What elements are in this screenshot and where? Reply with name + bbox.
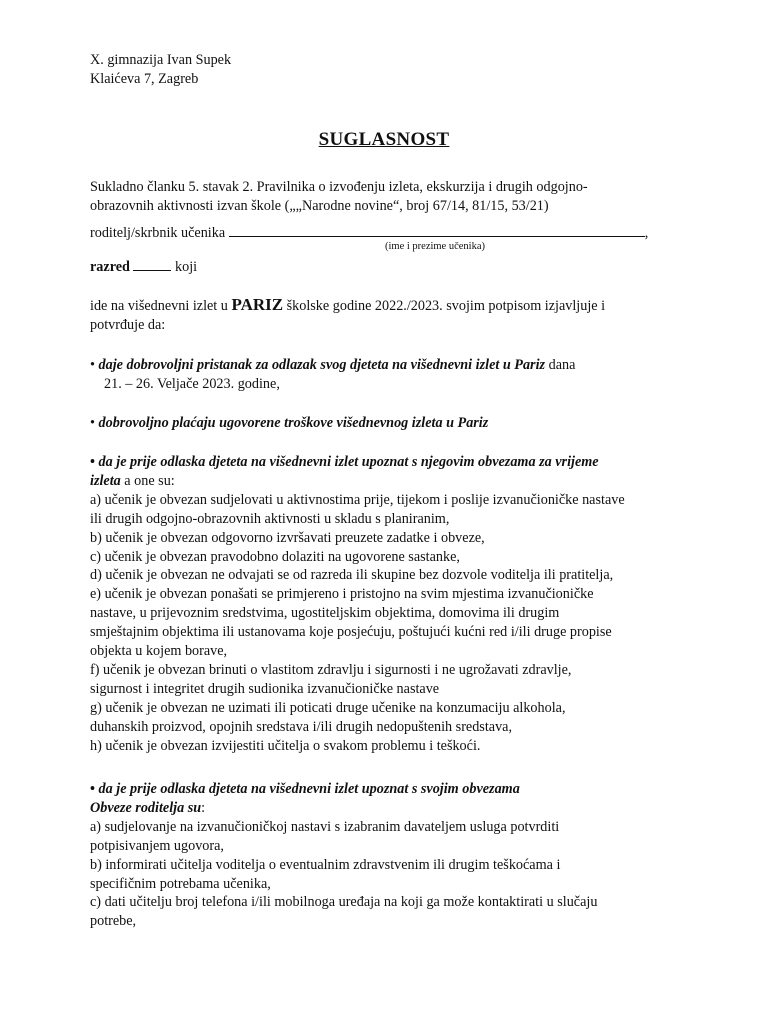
obligation-line: c) učenik je obvezan pravodobno dolaziti na ugovorene sastanke, (90, 548, 460, 565)
student-name-blank[interactable] (229, 224, 645, 237)
bullet-icon: • (90, 357, 95, 373)
obligation-line: a) učenik je obvezan sudjelovati u aktivnostima prije, tijekom i poslije izvanučioničke nastave (90, 491, 625, 508)
grade-after: koji (175, 259, 198, 275)
obligation-line: b) učenik je obvezan odgovorno izvršavati preuzete zadatke i obveze, (90, 529, 485, 546)
parent-comma: , (644, 225, 649, 241)
intro-paragraph (90, 178, 676, 216)
bullet4-line-1: da je prije odlaska djeteta na višednevni izlet upoznat s svojim obvezama (98, 781, 520, 797)
trip-pre: ide na višednevni izlet u (90, 298, 228, 314)
obligation-line: objekta u kojem borave, (90, 643, 228, 660)
school-header (90, 51, 676, 89)
trip-line-2: potvrđuje da: (90, 316, 166, 333)
grade-label: razred (90, 259, 130, 275)
obligation-line: h) učenik je obvezan izvijestiti učitelja o svakom problemu i teškoći. (90, 737, 481, 754)
parent-obligation-line: potrebe, (90, 913, 137, 930)
school-address: Klaićeva 7, Zagreb (90, 70, 199, 87)
parent-obligation-line: specifičnim potrebama učenika, (90, 875, 271, 892)
trip-post: školske godine 2022./2023. svojim potpisom izjavljuje i (286, 298, 606, 314)
bullet-consent (90, 356, 676, 394)
obligation-line: smještajnim objektima ili ustanovama koje posjećuju, poštujući kućni red i/ili druge propise (90, 624, 612, 641)
parent-obligations-colon: : (201, 799, 206, 816)
bullet1-normal: dana (548, 357, 576, 373)
obligation-line: nastave, u prijevoznim sredstvima, ugostiteljskim objektima, domovima ili drugim (90, 605, 560, 622)
parent-label: roditelj/skrbnik učenika (90, 225, 226, 241)
parent-obligation-line: c) dati učitelju broj telefona i/ili mobilnoga uređaja na koji ga može kontaktirati u slučaju (90, 894, 598, 911)
obligation-line: g) učenik je obvezan ne uzimati ili poticati druge učenike na konzumaciju alkohola, (90, 699, 566, 716)
grade-line (90, 258, 676, 277)
parent-obligations-label: Obveze roditelja su (90, 799, 202, 816)
bullet-student-obligations (90, 453, 676, 756)
trip-city: PARIZ (231, 295, 284, 314)
grade-blank[interactable] (133, 258, 171, 271)
bullet3-izleta: izleta (90, 472, 121, 489)
parent-obligation-line: b) informirati učitelja voditelja o eventualnim zdravstvenim ili drugim teškoćama i (90, 856, 561, 873)
obligation-line: d) učenik je obvezan ne odvajati se od razreda ili skupine bez dozvole voditelja ili pratitelja, (90, 567, 614, 584)
student-name-hint: (ime i prezime učenika) (385, 241, 485, 252)
bullet-costs (90, 414, 676, 433)
bullet-parent-obligations (90, 780, 676, 931)
bullet2-bold: dobrovoljno plaćaju ugovorene troškove višednevnog izleta u Pariz (98, 415, 489, 431)
obligation-line: ili drugih odgojno-obrazovnih aktivnosti u skladu s planiranim, (90, 510, 450, 527)
school-name: X. gimnazija Ivan Supek (90, 52, 232, 68)
parent-obligation-line: a) sudjelovanje na izvanučioničkoj nastavi s izabranim davateljem usluga potvrditi (90, 818, 560, 835)
bullet-icon: • (90, 781, 95, 797)
bullet-icon: • (90, 415, 95, 431)
intro-line-2: obrazovnih aktivnosti izvan škole („„Narodne novine“, broj 67/14, 81/15, 53/21) (90, 197, 549, 214)
parent-obligation-line: potpisivanjem ugovora, (90, 837, 224, 854)
trip-paragraph (90, 296, 676, 335)
obligation-line: f) učenik je obvezan brinuti o vlastitom zdravlju i sigurnosti i ne ugrožavati zdravlje, (90, 661, 572, 678)
bullet3-line-1: da je prije odlaska djeteta na višednevni izlet upoznat s njegovim obvezama za vrijeme (98, 454, 599, 470)
parent-line (90, 224, 676, 243)
obligation-line: sigurnost i integritet drugih sudionika izvanučioničke nastave (90, 680, 440, 697)
obligation-line: duhanskih proizvod, opojnih sredstava i/ili drugih nedopuštenih sredstava, (90, 718, 513, 735)
bullet1-bold: daje dobrovoljni pristanak za odlazak svog djeteta na višednevni izlet u Pariz (98, 357, 546, 373)
obligation-line: e) učenik je obvezan ponašati se primjereno i pristojno na svim mjestima izvanučioničke (90, 586, 594, 603)
page-title: SUGLASNOST (318, 129, 450, 150)
bullet-icon: • (90, 454, 95, 470)
intro-line-1: Sukladno članku 5. stavak 2. Pravilnika o izvođenju izleta, ekskurzija i drugih odgojno- (90, 179, 588, 195)
bullet1-dates: 21. – 26. Veljače 2023. godine, (104, 375, 280, 392)
bullet3-line-2: a one su: (124, 472, 175, 489)
